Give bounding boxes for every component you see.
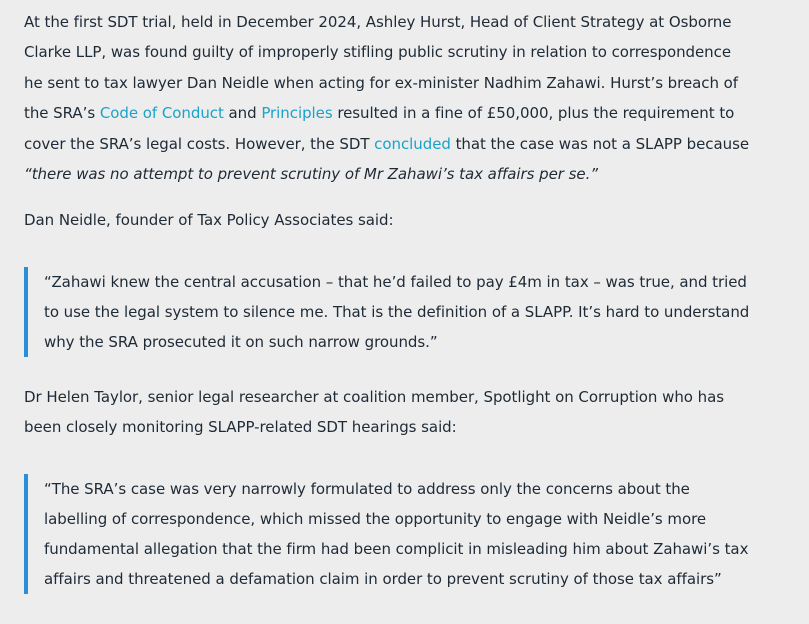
paragraph-dan-neidle-intro: Dan Neidle, founder of Tax Policy Associates said: — [24, 211, 394, 229]
quote-text: “The SRA’s case was very narrowly formulated to address only the concerns about the labelling of correspondence, which missed the opportunity to engage with Neidle’s more fundamental allegation that the firm had been complicit in misleading him about Zahawi’s tax affairs and threatened a defamation claim in order to prevent scrutiny of those tax affairs” — [44, 480, 749, 589]
paragraph-text: that the case was not a SLAPP because — [450, 134, 750, 153]
paragraph-text: and — [223, 104, 262, 123]
principles-link[interactable]: Principles — [261, 104, 333, 123]
concluded-link[interactable]: concluded — [374, 134, 451, 153]
code-of-conduct-link[interactable]: Code of Conduct — [99, 104, 224, 123]
paragraph-text: resulted in a fine of £50,000, plus the requirement to cover the SRA’s legal costs. However, the SDT — [24, 104, 735, 153]
sdt-quote-text: “there was no attempt to prevent scrutiny of Mr Zahawi’s tax affairs per se.” — [24, 165, 599, 184]
blockquote-dan-neidle — [24, 267, 754, 357]
quote-text: “Zahawi knew the central accusation – that he’d failed to pay £4m in tax – was true, and tried to use the legal system to silence me. That is the definition of a SLAPP. It’s hard to understand why the SRA prosecuted it on such narrow grounds.” — [44, 273, 750, 352]
paragraph-text: At the first SDT trial, held in December 2024, Ashley Hurst, Head of Client Strategy at Osborne Clarke LLP, was found guilty of improperly stifling public scrutiny in relation to correspondence he sent to tax lawyer Dan Neidle when acting for ex-minister Nadhim Zahawi. Hurst’s breach of the SRA’s — [24, 13, 738, 123]
paragraph-helen-taylor-intro: Dr Helen Taylor, senior legal researcher at coalition member, Spotlight on Corruption who has been closely monitoring SLAPP-related SDT hearings said: — [24, 388, 724, 437]
blockquote-helen-taylor — [24, 474, 754, 594]
paragraph-sdt-trial — [24, 7, 754, 189]
